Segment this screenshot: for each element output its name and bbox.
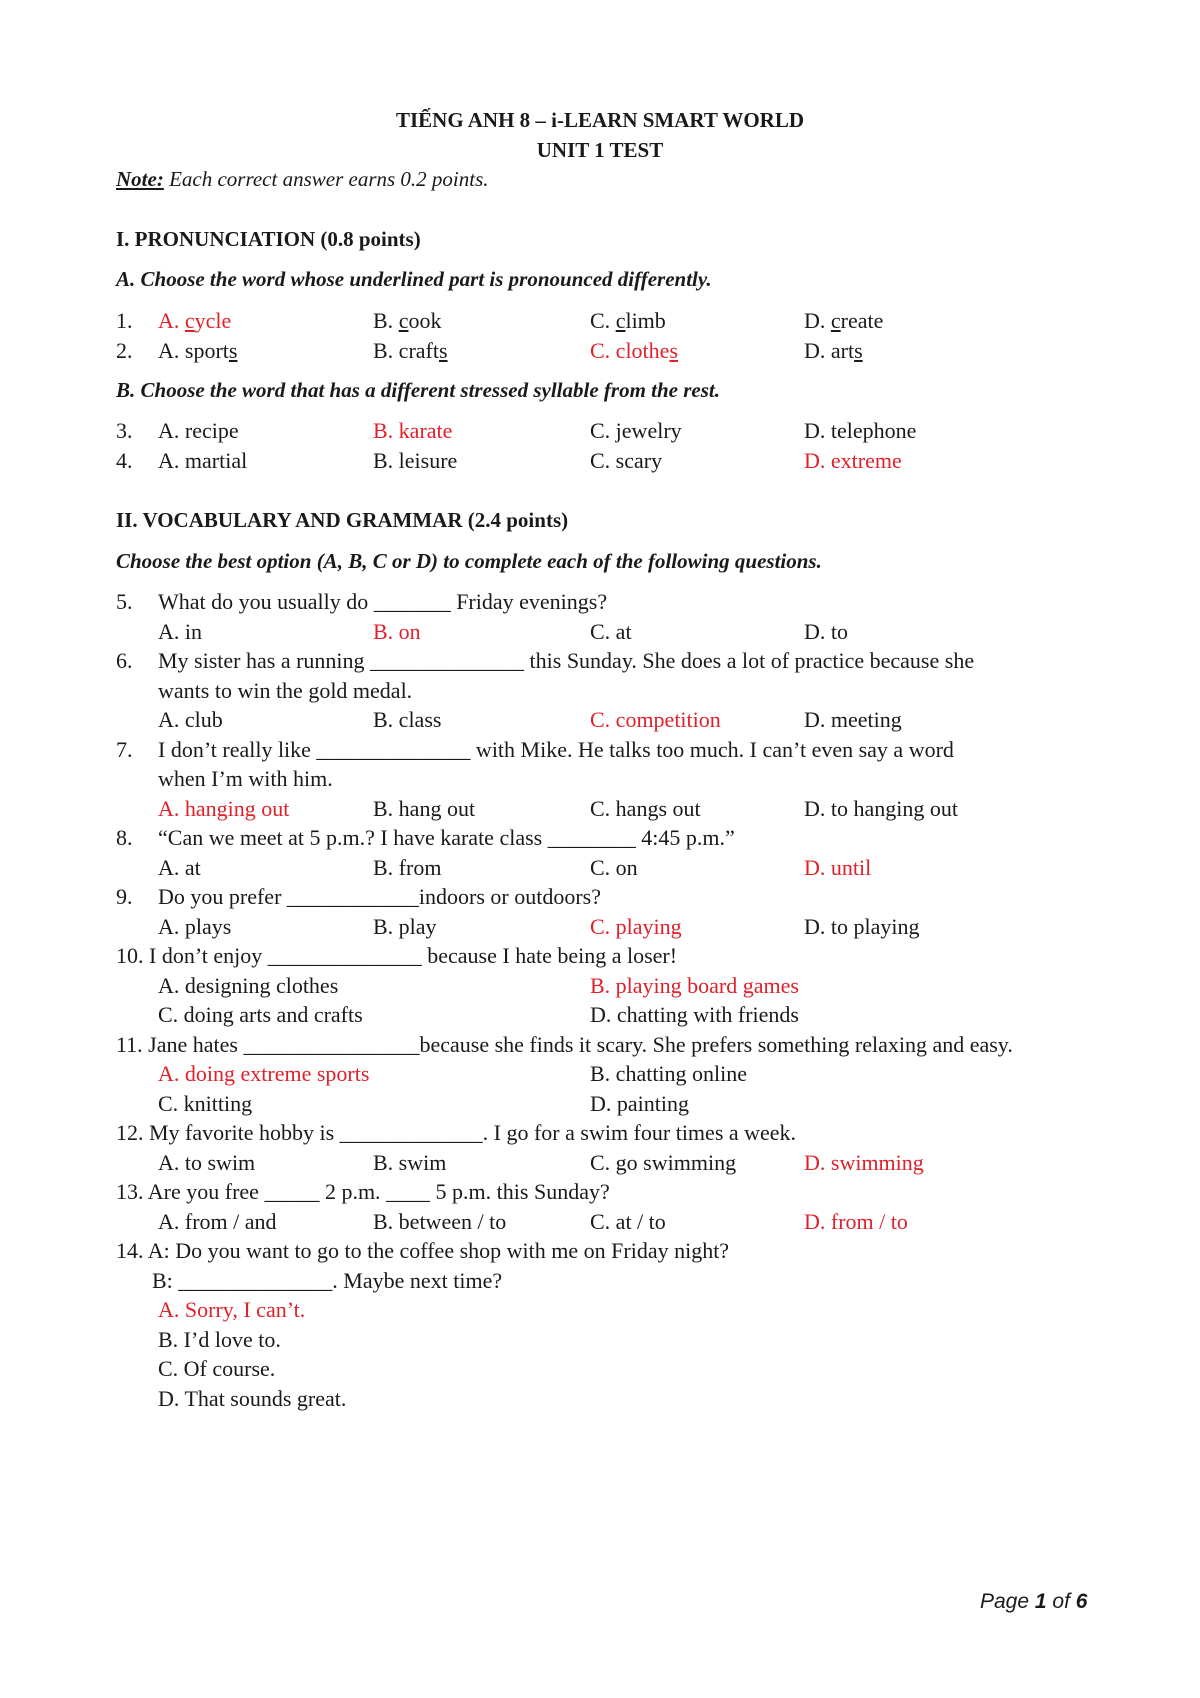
q8-option-d: D. until (804, 855, 872, 880)
q11-option-d: D. painting (590, 1091, 689, 1116)
q11-option-c: C. knitting (158, 1091, 253, 1116)
q2-option-c: C. clothes (590, 338, 678, 363)
q9-option-c: C. playing (590, 914, 682, 939)
q9-option-b: B. play (373, 914, 437, 939)
q5-option-d: D. to (804, 619, 848, 644)
q4-option-d: D. extreme (804, 448, 902, 473)
q1-option-b: B. cook (373, 308, 442, 333)
q5-option-c: C. at (590, 619, 632, 644)
q14-stem-line1: 14. A: Do you want to go to the coffee shop with me on Friday night? (116, 1238, 730, 1263)
q10-stem: 10. I don’t enjoy ______________ because I hate being a loser! (116, 943, 678, 968)
q6-stem-line2: wants to win the gold medal. (158, 678, 413, 703)
q9-option-a: A. plays (158, 914, 232, 939)
q2-number: 2. (116, 338, 133, 363)
q11-option-b: B. chatting online (590, 1061, 748, 1086)
q4-option-b: B. leisure (373, 448, 458, 473)
q8-option-a: A. at (158, 855, 201, 880)
section-2-heading: II. VOCABULARY AND GRAMMAR (2.4 points) (116, 508, 569, 532)
q14-option-b: B. I’d love to. (158, 1327, 281, 1352)
q13-option-a: A. from / and (158, 1209, 277, 1234)
q6-option-d: D. meeting (804, 707, 902, 732)
q7-stem-line2: when I’m with him. (158, 766, 333, 791)
q3-option-b: B. karate (373, 418, 453, 443)
q11-option-a: A. doing extreme sports (158, 1061, 370, 1086)
q8-stem: “Can we meet at 5 p.m.? I have karate class ________ 4:45 p.m.” (158, 825, 735, 850)
q8-number: 8. (116, 825, 133, 850)
q14-option-d: D. That sounds great. (158, 1386, 347, 1411)
section-1-part-a: A. Choose the word whose underlined part is pronounced differently. (116, 267, 712, 291)
q14-option-c: C. Of course. (158, 1356, 276, 1381)
q10-option-a: A. designing clothes (158, 973, 339, 998)
q9-option-d: D. to playing (804, 914, 920, 939)
q12-option-c: C. go swimming (590, 1150, 737, 1175)
q9-stem: Do you prefer ____________indoors or outdoors? (158, 884, 601, 909)
q14-option-a: A. Sorry, I can’t. (158, 1297, 306, 1322)
q1-number: 1. (116, 308, 133, 333)
q4-option-a: A. martial (158, 448, 248, 473)
q1-option-d: D. create (804, 308, 884, 333)
q10-option-c: C. doing arts and crafts (158, 1002, 363, 1027)
q7-option-a: A. hanging out (158, 796, 290, 821)
q7-option-b: B. hang out (373, 796, 476, 821)
section-2-instruction: Choose the best option (A, B, C or D) to complete each of the following questions. (116, 549, 822, 573)
q2-option-b: B. crafts (373, 338, 448, 363)
exam-title: TIẾNG ANH 8 – i-LEARN SMART WORLD (395, 108, 805, 132)
q2-option-d: D. arts (804, 338, 863, 363)
q6-option-b: B. class (373, 707, 442, 732)
unit-title: UNIT 1 TEST (536, 138, 664, 162)
q7-option-c: C. hangs out (590, 796, 701, 821)
q10-option-b: B. playing board games (590, 973, 799, 998)
q12-option-d: D. swimming (804, 1150, 924, 1175)
q1-option-c: C. climb (590, 308, 666, 333)
q3-number: 3. (116, 418, 133, 443)
note-text: Each correct answer earns 0.2 points. (163, 167, 489, 191)
q6-option-c: C. competition (590, 707, 721, 732)
q7-stem-line1: I don’t really like ______________ with Mike. He talks too much. I can’t even say a word (158, 737, 954, 762)
q6-option-a: A. club (158, 707, 223, 732)
q1-option-a: A. cycle (158, 308, 232, 333)
q13-option-b: B. between / to (373, 1209, 507, 1234)
q13-stem: 13. Are you free _____ 2 p.m. ____ 5 p.m. this Sunday? (116, 1179, 610, 1204)
q11-stem: 11. Jane hates ________________because she finds it scary. She prefers something relaxing and easy. (116, 1032, 1013, 1057)
q5-number: 5. (116, 589, 133, 614)
q7-number: 7. (116, 737, 133, 762)
q12-stem: 12. My favorite hobby is _____________. I go for a swim four times a week. (116, 1120, 797, 1145)
q5-option-a: A. in (158, 619, 202, 644)
q14-stem-line2: B: ______________. Maybe next time? (152, 1268, 503, 1293)
page-number: Page 1 of 6 (980, 1590, 1088, 1613)
q6-number: 6. (116, 648, 133, 673)
q8-option-c: C. on (590, 855, 638, 880)
q13-option-c: C. at / to (590, 1209, 666, 1234)
section-1-part-b: B. Choose the word that has a different stressed syllable from the rest. (116, 378, 720, 402)
q4-option-c: C. scary (590, 448, 663, 473)
q6-stem-line1: My sister has a running ______________ this Sunday. She does a lot of practice because she (158, 648, 975, 673)
section-1-heading: I. PRONUNCIATION (0.8 points) (116, 227, 421, 251)
q2-option-a: A. sports (158, 338, 238, 363)
note (116, 167, 489, 192)
note-label: Note: (116, 167, 164, 191)
q12-option-a: A. to swim (158, 1150, 256, 1175)
q3-option-a: A. recipe (158, 418, 239, 443)
q3-option-c: C. jewelry (590, 418, 682, 443)
q13-option-d: D. from / to (804, 1209, 908, 1234)
q5-stem: What do you usually do _______ Friday evenings? (158, 589, 608, 614)
q4-number: 4. (116, 448, 133, 473)
q7-option-d: D. to hanging out (804, 796, 958, 821)
q12-option-b: B. swim (373, 1150, 447, 1175)
q5-option-b: B. on (373, 619, 421, 644)
q9-number: 9. (116, 884, 133, 909)
q3-option-d: D. telephone (804, 418, 917, 443)
q8-option-b: B. from (373, 855, 442, 880)
q10-option-d: D. chatting with friends (590, 1002, 799, 1027)
